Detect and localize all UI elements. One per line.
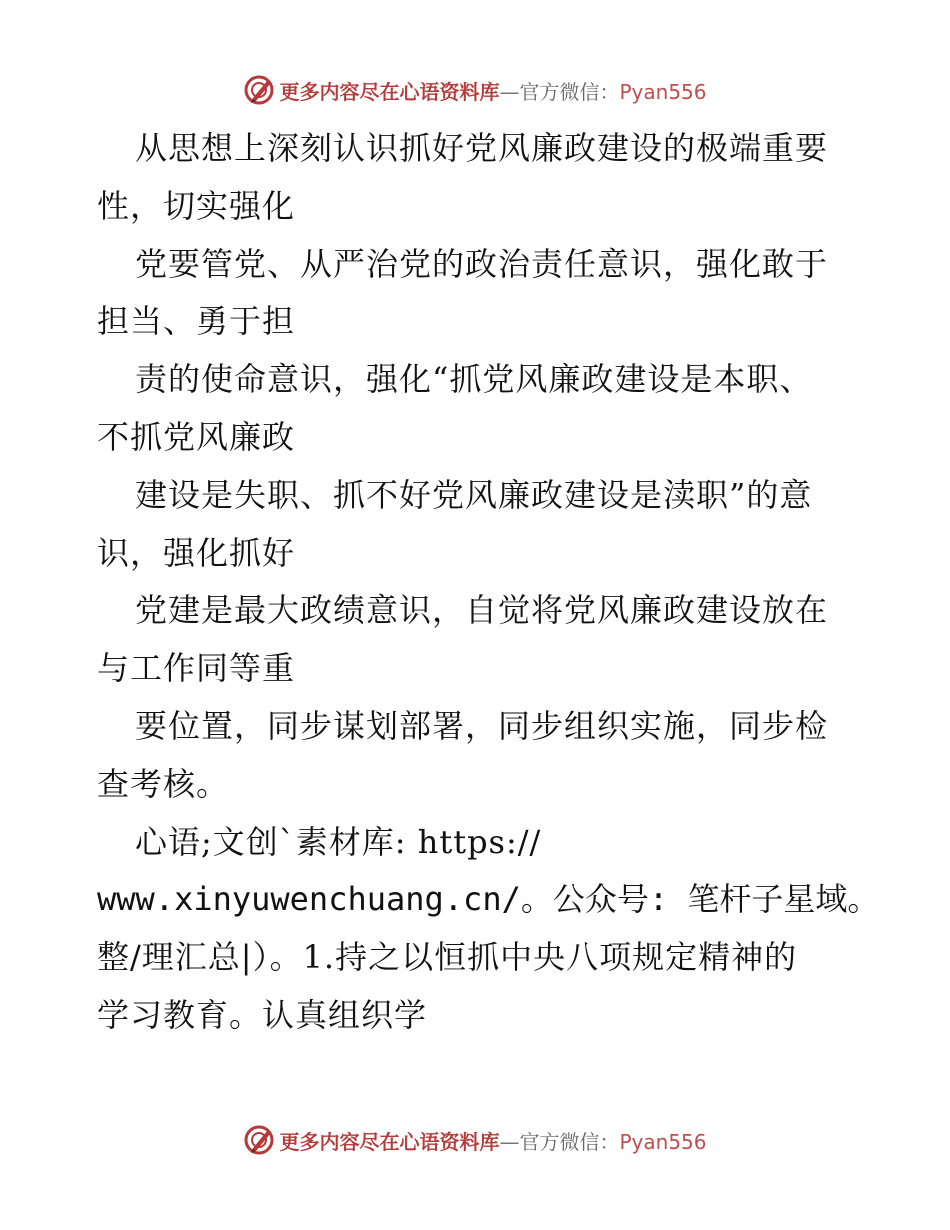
body-line: 党要管党、从严治党的政治责任意识，强化敢于 bbox=[135, 244, 829, 283]
banner-title: 更多内容尽在心语资料库 bbox=[279, 1129, 500, 1154]
body-line: 学习教育。认真组织学 bbox=[97, 995, 428, 1034]
body-line: 整/理汇总|）。1.持之以恒抓中央八项规定精神的 bbox=[97, 938, 798, 977]
banner-wechat-label: 官方微信： bbox=[519, 79, 620, 104]
pen-logo-icon bbox=[243, 1124, 275, 1156]
body-line: 责的使命意识，强化“抓党风廉政建设是本职、 bbox=[135, 360, 813, 399]
document-body bbox=[97, 120, 880, 1045]
body-line: www.xinyuwenchuang.cn/。公众号: 笔杆子星域。 bbox=[97, 880, 880, 919]
body-line: 心语;文创`素材库: https:// bbox=[135, 822, 542, 861]
body-line: 建设是失职、抓不好党风廉政建设是渎职”的意 bbox=[135, 475, 813, 514]
banner-wechat-id: Pyan556 bbox=[619, 1129, 707, 1154]
banner-dash: — bbox=[499, 79, 520, 104]
banner-dash: — bbox=[499, 1129, 520, 1154]
body-line: 识，强化抓好 bbox=[97, 533, 296, 572]
banner-wechat-id: Pyan556 bbox=[619, 79, 707, 104]
banner-text bbox=[279, 1126, 706, 1155]
body-line: 要位置，同步谋划部署，同步组织实施，同步检 bbox=[135, 706, 829, 745]
banner-text bbox=[279, 76, 706, 105]
body-line: 从思想上深刻认识抓好党风廉政建设的极端重要 bbox=[135, 129, 829, 167]
body-line: 不抓党风廉政 bbox=[97, 417, 296, 456]
pen-logo-icon bbox=[243, 74, 275, 106]
body-line: 与工作同等重 bbox=[97, 649, 296, 688]
body-line: 担当、勇于担 bbox=[97, 302, 296, 341]
body-line: 性，切实强化 bbox=[97, 186, 296, 225]
footer-banner bbox=[0, 1120, 950, 1160]
body-line: 党建是最大政绩意识，自觉将党风廉政建设放在 bbox=[135, 591, 829, 630]
body-line: 查考核。 bbox=[97, 764, 230, 803]
header-banner bbox=[0, 70, 950, 110]
banner-title: 更多内容尽在心语资料库 bbox=[279, 79, 500, 104]
banner-wechat-label: 官方微信： bbox=[519, 1129, 620, 1154]
